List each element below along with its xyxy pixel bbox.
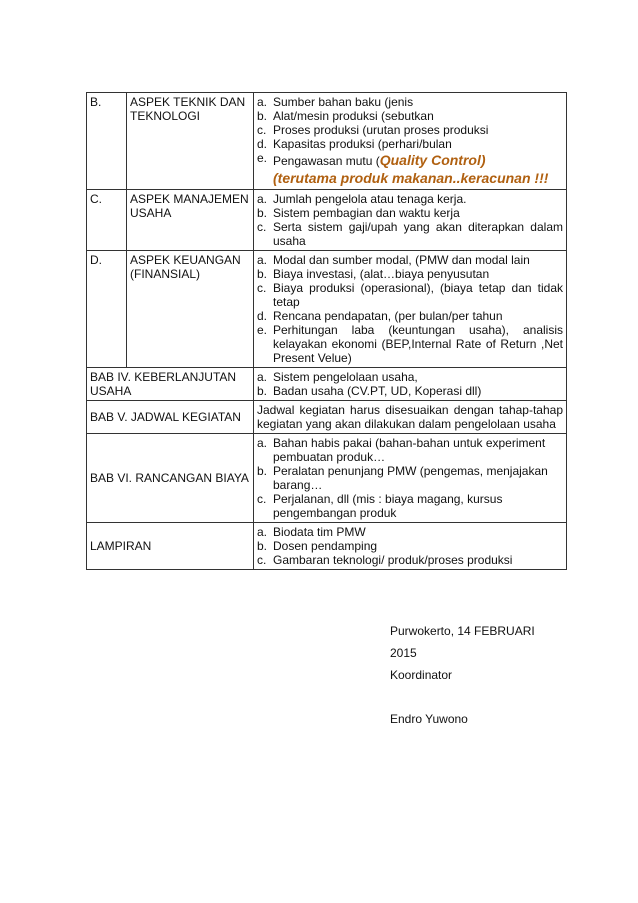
list-item: d. Rencana pendapatan, (per bulan/per tahun xyxy=(257,309,503,323)
aspek-label: ASPEK KEUANGAN (FINANSIAL) xyxy=(127,251,254,368)
list-item: c. Gambaran teknologi/ produk/proses produksi xyxy=(257,553,513,567)
food-warning-highlight: (terutama produk makanan..keracunan !!! xyxy=(273,170,549,186)
table-row xyxy=(87,93,567,190)
bab-items xyxy=(254,523,567,570)
aspek-items xyxy=(254,251,567,368)
table-row xyxy=(87,434,567,523)
list-item: b. Peralatan penunjang PMW (pengemas, menjajakan barang… xyxy=(257,464,548,492)
list-item: a. Modal dan sumber modal, (PMW dan modal lain xyxy=(257,253,530,267)
quality-control-highlight: Quality Control) xyxy=(379,152,486,168)
list-item: a. Bahan habis pakai (bahan-bahan untuk experiment pembuatan produk… xyxy=(257,436,546,464)
list-item: c. Biaya produksi (operasional), (biaya tetap dan tidak tetap xyxy=(257,281,563,309)
row-letter: B. xyxy=(87,93,127,190)
bab-label: BAB IV. KEBERLANJUTAN USAHA xyxy=(87,368,254,401)
list-item: a. Biodata tim PMW xyxy=(257,525,366,539)
bab-label: BAB VI. RANCANGAN BIAYA xyxy=(87,434,254,523)
signature-place-date: Purwokerto, 14 FEBRUARI xyxy=(390,624,535,638)
list-item: d. Kapasitas produksi (perhari/bulan xyxy=(257,137,452,151)
table-row xyxy=(87,401,567,434)
list-item: c. Proses produksi (urutan proses produksi xyxy=(257,123,489,137)
table-row xyxy=(87,190,567,251)
list-item: a. Jumlah pengelola atau tenaga kerja. xyxy=(257,192,467,206)
table-row xyxy=(87,368,567,401)
bab-label: BAB V. JADWAL KEGIATAN xyxy=(87,401,254,434)
list-item: c. Serta sistem gaji/upah yang akan diterapkan dalam usaha xyxy=(257,220,563,248)
list-item: b. Dosen pendamping xyxy=(257,539,378,553)
signature-role: Koordinator xyxy=(390,668,453,682)
list-item: b. Biaya investasi, (alat…biaya penyusutan xyxy=(257,267,490,281)
table-row xyxy=(87,251,567,368)
aspek-items xyxy=(254,190,567,251)
list-item: e. Pengawasan mutu (Quality Control) (terutama produk makanan..keracunan !!! xyxy=(257,151,563,187)
list-item: e. Perhitungan laba (keuntungan usaha), analisis kelayakan ekonomi (BEP,Internal Rate of Return ,Net Present Velue) xyxy=(257,323,563,365)
bab-items xyxy=(254,434,567,523)
bab-paragraph: Jadwal kegiatan harus disesuaikan dengan tahap-tahap kegiatan yang akan dilakukan dalam pengelolaan usaha xyxy=(254,401,567,434)
item-text: Pengawasan mutu ( xyxy=(273,154,380,168)
list-item: b. Alat/mesin produksi (sebutkan xyxy=(257,109,434,123)
list-item: a. Sistem pengelolaan usaha, xyxy=(257,370,418,384)
signature-year: 2015 xyxy=(390,646,417,660)
aspek-label: ASPEK MANAJEMEN USAHA xyxy=(127,190,254,251)
signature-name: Endro Yuwono xyxy=(390,712,468,726)
aspek-label: ASPEK TEKNIK DAN TEKNOLOGI xyxy=(127,93,254,190)
bab-label: LAMPIRAN xyxy=(87,523,254,570)
table-row xyxy=(87,523,567,570)
row-letter: D. xyxy=(87,251,127,368)
aspek-items xyxy=(254,93,567,190)
list-item: a. Sumber bahan baku (jenis xyxy=(257,95,414,109)
row-letter: C. xyxy=(87,190,127,251)
proposal-outline-table xyxy=(86,92,567,570)
list-item: c. Perjalanan, dll (mis : biaya magang, kursus pengembangan produk xyxy=(257,492,503,520)
bab-items xyxy=(254,368,567,401)
list-item: b. Badan usaha (CV.PT, UD, Koperasi dll) xyxy=(257,384,482,398)
list-item: b. Sistem pembagian dan waktu kerja xyxy=(257,206,460,220)
